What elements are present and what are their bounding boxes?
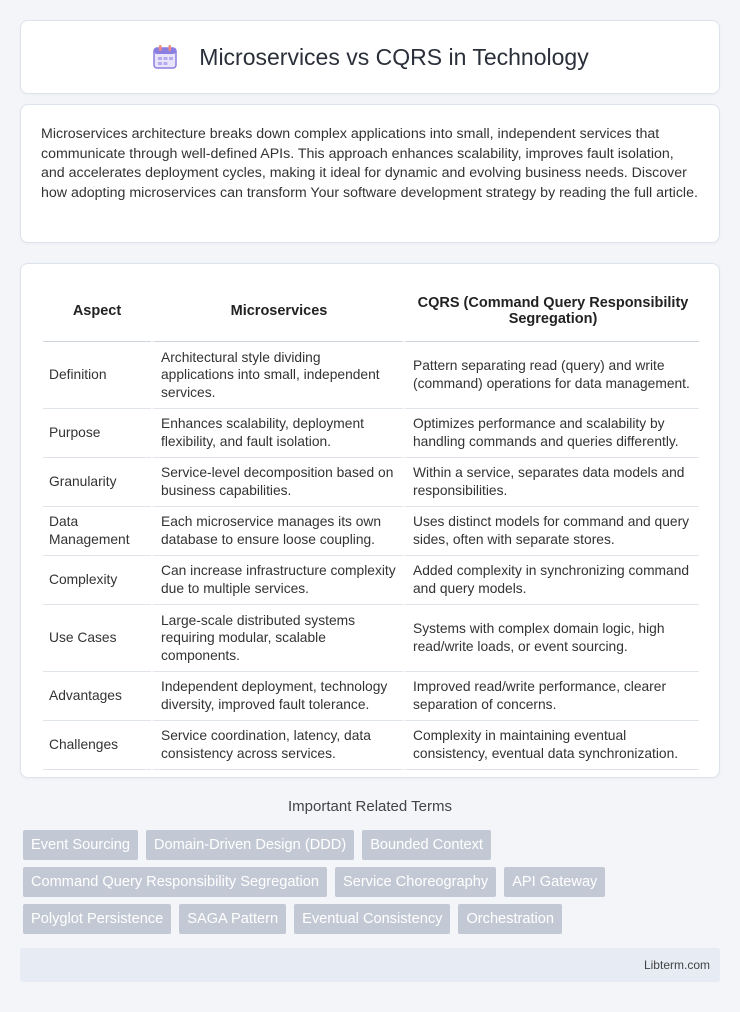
intro-card xyxy=(20,104,720,243)
row-cqrs: Optimizes performance and scalability by handling commands and queries differently. xyxy=(403,409,699,458)
row-aspect: Use Cases xyxy=(43,605,151,672)
comparison-table-card xyxy=(20,263,720,778)
table-row xyxy=(43,507,699,556)
tag-polyglot-persistence[interactable]: Polyglot Persistence xyxy=(23,904,171,934)
tag-service-choreography[interactable]: Service Choreography xyxy=(335,867,496,897)
table-row xyxy=(43,409,699,458)
row-cqrs: Improved read/write performance, clearer separation of concerns. xyxy=(403,672,699,721)
tag-domain-driven-design[interactable]: Domain-Driven Design (DDD) xyxy=(146,830,354,860)
tag-eventual-consistency[interactable]: Eventual Consistency xyxy=(294,904,450,934)
row-microservices: Architectural style dividing applications into small, independent services. xyxy=(151,342,403,409)
tag-bounded-context[interactable]: Bounded Context xyxy=(362,830,491,860)
footer xyxy=(20,948,720,982)
intro-text: Microservices architecture breaks down complex applications into small, independent services that communicate through well-defined APIs. This approach enhances scalability, improves fault isolation, and accelerates deployment cycles, making it ideal for dynamic and evolving business needs. Discover how adopting microservices can transform Your software development strategy by reading the full article. xyxy=(41,126,698,201)
page-title: Microservices vs CQRS in Technology xyxy=(199,43,589,70)
title-card xyxy=(20,20,720,94)
row-microservices: Service-level decomposition based on business capabilities. xyxy=(151,458,403,507)
row-microservices: Service coordination, latency, data consistency across services. xyxy=(151,721,403,770)
row-microservices: Can increase infrastructure complexity due to multiple services. xyxy=(151,556,403,605)
row-cqrs: Complexity in maintaining eventual consistency, eventual data synchronization. xyxy=(403,721,699,770)
table-row xyxy=(43,605,699,672)
comparison-table xyxy=(43,280,699,770)
row-cqrs: Pattern separating read (query) and write (command) operations for data management. xyxy=(403,342,699,409)
tag-cqrs[interactable]: Command Query Responsibility Segregation xyxy=(23,867,327,897)
row-aspect: Complexity xyxy=(43,556,151,605)
table-row xyxy=(43,556,699,605)
header-microservices: Microservices xyxy=(151,280,403,342)
row-cqrs: Systems with complex domain logic, high read/write loads, or event sourcing. xyxy=(403,605,699,672)
row-cqrs: Uses distinct models for command and query sides, often with separate stores. xyxy=(403,507,699,556)
row-cqrs: Added complexity in synchronizing command and query models. xyxy=(403,556,699,605)
tag-event-sourcing[interactable]: Event Sourcing xyxy=(23,830,138,860)
tag-row xyxy=(23,830,723,860)
table-header-row xyxy=(43,280,699,342)
calendar-icon xyxy=(151,43,179,71)
related-terms xyxy=(23,830,723,941)
table-row xyxy=(43,458,699,507)
row-aspect: Data Management xyxy=(43,507,151,556)
header-aspect: Aspect xyxy=(43,280,151,342)
row-microservices: Large-scale distributed systems requiring modular, scalable components. xyxy=(151,605,403,672)
row-aspect: Advantages xyxy=(43,672,151,721)
footer-site-link[interactable]: Libterm.com xyxy=(643,958,710,972)
tag-orchestration[interactable]: Orchestration xyxy=(458,904,562,934)
row-aspect: Challenges xyxy=(43,721,151,770)
related-terms-title: Important Related Terms xyxy=(288,798,452,815)
row-microservices: Enhances scalability, deployment flexibility, and fault isolation. xyxy=(151,409,403,458)
table-row xyxy=(43,672,699,721)
tag-api-gateway[interactable]: API Gateway xyxy=(504,867,605,897)
row-aspect: Definition xyxy=(43,342,151,409)
row-microservices: Independent deployment, technology diversity, improved fault tolerance. xyxy=(151,672,403,721)
header-cqrs: CQRS (Command Query Responsibility Segregation) xyxy=(403,280,699,342)
row-aspect: Purpose xyxy=(43,409,151,458)
row-cqrs: Within a service, separates data models and responsibilities. xyxy=(403,458,699,507)
table-row xyxy=(43,342,699,409)
table-row xyxy=(43,721,699,770)
row-aspect: Granularity xyxy=(43,458,151,507)
tag-row xyxy=(23,904,723,934)
row-microservices: Each microservice manages its own database to ensure loose coupling. xyxy=(151,507,403,556)
tag-row xyxy=(23,867,723,897)
tag-saga-pattern[interactable]: SAGA Pattern xyxy=(179,904,286,934)
